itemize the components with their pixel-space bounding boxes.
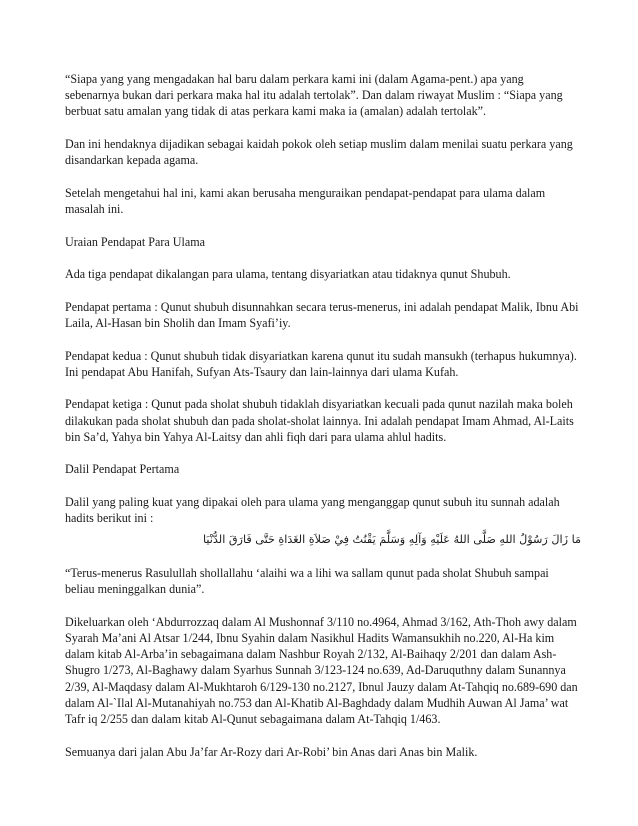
- paragraph-intro: Setelah mengetahui hal ini, kami akan berusaha menguraikan pendapat-pendapat para ulama dalam masalah ini.: [65, 185, 546, 216]
- paragraph-opinion-three: Pendapat ketiga : Qunut pada sholat shubuh tidaklah disyariatkan kecuali pada qunut nazilah maka boleh dilakukan pada sholat shubuh dan pada sholat-sholat lainnya. Ini adalah pendapat Imam Ahmad, Al-Laits bin Sa’d, Yahya bin Yahya Al-Laitsy dan ahli fiqh dari para ulama ahlul hadits.: [65, 397, 574, 444]
- paragraph-opinion-one: Pendapat pertama : Qunut shubuh disunnahkan secara terus-menerus, ini adalah pendapat Malik, Ibnu Abi Laila, Al-Hasan bin Sholih dan Imam Syafi’iy.: [65, 299, 579, 330]
- paragraph-three-opinions: Ada tiga pendapat dikalangan para ulama, tentang disyariatkan atau tidaknya qunut Shubuh.: [65, 267, 511, 282]
- paragraph-hadith-translation: “Siapa yang yang mengadakan hal baru dalam perkara kami ini (dalam Agama-pent.) apa yang sebenarnya bukan dari perkara maka hal itu adalah tertolak”. Dan dalam riwayat Muslim : “Siapa yang berbuat satu amalan yang tidak di atas perkara kami maka ia (amalan) adalah tertolak”.: [65, 72, 563, 119]
- document-body: [65, 71, 581, 760]
- paragraph-hadith-meaning: “Terus-menerus Rasulullah shollallahu ‘alaihi wa a lihi wa sallam qunut pada sholat Shubuh sampai beliau meninggalkan dunia”.: [65, 565, 549, 597]
- paragraph-sources: Dikeluarkan oleh ‘Abdurrozzaq dalam Al Mushonnaf 3/110 no.4964, Ahmad 3/162, Ath-Thoh awy dalam Syarah Ma’ani Al Atsar 1/244, Ibnu Syahin dalam Nasikhul Hadits Wamansukhih no.220, Al-Ha kim dalam kitab Al-Arba’in sebagaimana dalam Nashbur Royah 2/132, Al-Baihaqy 2/201 dan dalam Ash-Shugro 1/273, Al-Baghawy dalam Syarhus Sunnah 3/123-124 no.639, Ad-Daruquthny dalam Sunannya 2/39, Al-Maqdasy dalam Al-Mukhtaroh 6/129-130 no.2127, Ibnul Jauzy dalam At-Tahqiq no.689-690 dan dalam Al-`Ilal Al-Mutanahiyah no.753 dan Al-Khatib Al-Baghdady dalam Mudhih Auwan Al Jama’ wat Tafr iq 2/255 dan dalam kitab Al-Qunut sebagaimana dalam At-Tahqiq 1/463.: [65, 614, 578, 726]
- section-heading-uraian: Uraian Pendapat Para Ulama: [65, 234, 206, 249]
- arabic-hadith-text: مَا زَالَ رَسُوْلُ اللهِ صَلَّى اللهُ عَلَيْهِ وَآلِهِ وَسَلَّمَ يَقْنُتُ فِيْ صَلاَةِ الغَدَاةِ حَتَّى فَارَقَ الدُّنْيَا: [203, 533, 581, 547]
- paragraph-opinion-two: Pendapat kedua : Qunut shubuh tidak disyariatkan karena qunut itu sudah mansukh (terhapus hukumnya). Ini pendapat Abu Hanifah, Sufyan Ats-Tsaury dan lain-lainnya dari ulama Kufah.: [65, 348, 577, 379]
- paragraph-dalil-intro: Dalil yang paling kuat yang dipakai oleh para ulama yang menganggap qunut subuh itu sunnah adalah hadits berikut ini :: [65, 494, 560, 526]
- paragraph-principle: Dan ini hendaknya dijadikan sebagai kaidah pokok oleh setiap muslim dalam menilai suatu perkara yang disandarkan kepada agama.: [65, 137, 573, 168]
- paragraph-chain: Semuanya dari jalan Abu Ja’far Ar-Rozy dari Ar-Robi’ bin Anas dari Anas bin Malik.: [65, 744, 478, 759]
- section-heading-dalil: Dalil Pendapat Pertama: [65, 462, 180, 477]
